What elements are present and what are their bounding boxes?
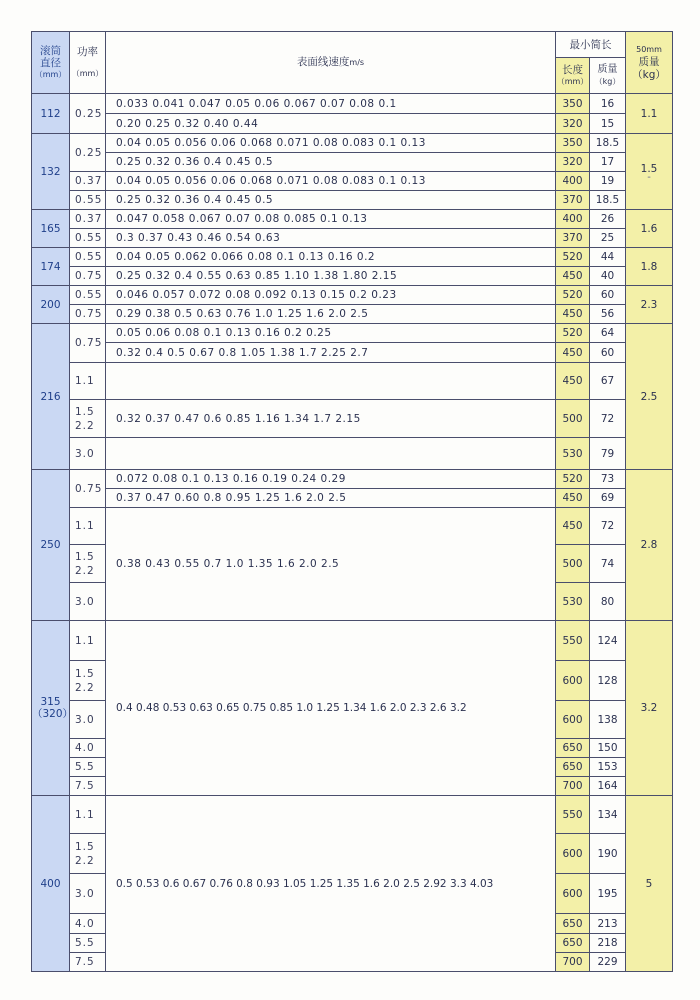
weight50-cell: 2.3 [626, 286, 673, 324]
length-cell: 320 [556, 153, 590, 172]
table-row [32, 94, 673, 114]
header-mass [590, 58, 626, 94]
mass-cell: 153 [590, 758, 626, 777]
speed-cell [106, 363, 556, 400]
speed-cell: 0.38 0.43 0.55 0.7 1.0 1.35 1.6 2.0 2.5 [106, 508, 556, 621]
power-cell: 1.1 [70, 796, 106, 834]
speed-cell: 0.033 0.041 0.047 0.05 0.06 0.067 0.07 0.08 0.1 [106, 94, 556, 114]
length-cell: 500 [556, 400, 590, 438]
header-diameter [32, 32, 70, 94]
mass-cell: 16 [590, 94, 626, 114]
power-value-2: 2.2 [75, 419, 95, 432]
length-cell: 650 [556, 914, 590, 934]
length-cell: 370 [556, 229, 590, 248]
header-power [70, 32, 106, 94]
length-cell: 450 [556, 363, 590, 400]
power-value-2: 2.2 [75, 681, 95, 694]
length-cell: 600 [556, 701, 590, 739]
length-cell: 350 [556, 94, 590, 114]
table-row [32, 229, 673, 248]
table-row [32, 267, 673, 286]
mass-cell: 229 [590, 953, 626, 972]
weight50-value: 1.5 [640, 162, 658, 175]
power-cell [70, 661, 106, 701]
power-cell: 0.25 [70, 94, 106, 134]
header-length [556, 58, 590, 94]
power-cell: 1.1 [70, 363, 106, 400]
diameter-cell [32, 621, 74, 796]
length-cell: 400 [556, 210, 590, 229]
length-cell: 500 [556, 545, 590, 583]
header-weight50 [626, 32, 673, 94]
mass-cell: 60 [590, 343, 626, 363]
header-diameter-unit: （mm） [34, 69, 67, 79]
mass-cell: 64 [590, 324, 626, 343]
table-row [32, 363, 673, 400]
power-cell: 0.75 [70, 324, 106, 363]
length-cell: 700 [556, 777, 590, 796]
power-cell: 5.5 [70, 758, 106, 777]
length-cell: 450 [556, 508, 590, 545]
mass-cell: 19 [590, 172, 626, 191]
speed-cell: 0.3 0.37 0.43 0.46 0.54 0.63 [106, 229, 556, 248]
speed-cell: 0.32 0.37 0.47 0.6 0.85 1.16 1.34 1.7 2.15 [106, 400, 556, 438]
table-row [32, 400, 673, 438]
mass-cell: 164 [590, 777, 626, 796]
table-row [32, 191, 673, 210]
table-row [32, 470, 673, 489]
length-cell: 520 [556, 248, 590, 267]
power-cell: 0.75 [70, 267, 106, 286]
diameter-cell: 216 [32, 324, 70, 470]
mass-cell: 72 [590, 508, 626, 545]
mass-cell: 18.5 [590, 191, 626, 210]
mass-cell: 26 [590, 210, 626, 229]
power-cell: 3.0 [70, 874, 106, 914]
header-speed [106, 32, 556, 94]
header-diameter-line2: 直径 [40, 56, 61, 69]
power-value: 1.5 [75, 667, 95, 680]
diameter-cell: 165 [32, 210, 70, 248]
mass-cell: 79 [590, 438, 626, 470]
mass-cell: 56 [590, 305, 626, 324]
mass-cell: 218 [590, 934, 626, 953]
mass-cell: 18.5 [590, 134, 626, 153]
power-cell: 3.0 [70, 438, 106, 470]
power-value: 1.5 [75, 405, 95, 418]
length-cell: 450 [556, 305, 590, 324]
mass-cell: 213 [590, 914, 626, 934]
speed-cell: 0.072 0.08 0.1 0.13 0.16 0.19 0.24 0.29 [106, 470, 556, 489]
power-cell [70, 545, 106, 583]
power-cell: 4.0 [70, 914, 106, 934]
header-mass-unit: （kg） [594, 76, 621, 86]
length-cell: 450 [556, 343, 590, 363]
length-cell: 370 [556, 191, 590, 210]
table-row [32, 438, 673, 470]
mass-cell: 190 [590, 834, 626, 874]
length-cell: 700 [556, 953, 590, 972]
speed-cell: 0.25 0.32 0.4 0.55 0.63 0.85 1.10 1.38 1.80 2.15 [106, 267, 556, 286]
table-row [32, 343, 673, 363]
table-row [32, 114, 673, 134]
speed-cell: 0.29 0.38 0.5 0.63 0.76 1.0 1.25 1.6 2.0 2.5 [106, 305, 556, 324]
power-cell: 0.37 [70, 210, 106, 229]
power-cell: 1.1 [70, 621, 106, 661]
table-row [32, 248, 673, 267]
weight50-cell: 2.5 [626, 324, 673, 470]
weight50-cell: 2.8 [626, 470, 673, 621]
speed-cell [106, 438, 556, 470]
speed-cell: 0.04 0.05 0.056 0.06 0.068 0.071 0.08 0.083 0.1 0.13 [106, 134, 556, 153]
header-weight50-line2: 质量 [638, 56, 660, 68]
power-value-2: 2.2 [75, 564, 95, 577]
length-cell: 650 [556, 739, 590, 758]
length-cell: 550 [556, 796, 590, 834]
power-cell: 0.55 [70, 248, 106, 267]
header-mass-label: 质量 [597, 63, 618, 75]
table-row [32, 172, 673, 191]
header-length-unit: （mm） [556, 76, 589, 86]
length-cell: 600 [556, 874, 590, 914]
mass-cell: 128 [590, 661, 626, 701]
header-diameter-line1: 滚筒 [40, 44, 61, 57]
mass-cell: 80 [590, 583, 626, 621]
diameter-cell: 174 [32, 248, 70, 286]
power-cell: 0.55 [70, 229, 106, 248]
header-weight50-line1: 50mm [636, 45, 662, 54]
power-cell [70, 400, 106, 438]
speed-cell: 0.04 0.05 0.056 0.06 0.068 0.071 0.08 0.083 0.1 0.13 [106, 172, 556, 191]
mass-cell: 150 [590, 739, 626, 758]
diameter-cell: 132 [32, 134, 70, 210]
length-cell: 650 [556, 758, 590, 777]
speed-cell: 0.25 0.32 0.36 0.4 0.45 0.5 [106, 191, 556, 210]
table-row [32, 324, 673, 343]
speed-cell: 0.04 0.05 0.062 0.066 0.08 0.1 0.13 0.16 0.2 [106, 248, 556, 267]
mass-cell: 195 [590, 874, 626, 914]
header-row [32, 32, 673, 58]
power-cell [70, 834, 106, 874]
table-row [32, 508, 673, 545]
table-row [32, 621, 673, 661]
header-power-unit: （mm） [71, 68, 104, 78]
power-cell: 3.0 [70, 701, 106, 739]
length-cell: 530 [556, 583, 590, 621]
mass-cell: 73 [590, 470, 626, 489]
length-cell: 520 [556, 324, 590, 343]
table-row [32, 210, 673, 229]
power-cell: 7.5 [70, 953, 106, 972]
speed-cell: 0.20 0.25 0.32 0.40 0.44 [106, 114, 556, 134]
header-weight50-unit: （kg） [632, 69, 666, 81]
power-cell: 3.0 [70, 583, 106, 621]
length-cell: 600 [556, 661, 590, 701]
speed-cell: 0.4 0.48 0.53 0.63 0.65 0.75 0.85 1.0 1.25 1.34 1.6 2.0 2.3 2.6 3.2 [106, 621, 556, 796]
mass-cell: 40 [590, 267, 626, 286]
length-cell: 530 [556, 438, 590, 470]
weight50-cell: 1.1 [626, 94, 673, 134]
mass-cell: 134 [590, 796, 626, 834]
length-cell: 450 [556, 489, 590, 508]
power-cell: 0.25 [70, 134, 106, 172]
mass-cell: 15 [590, 114, 626, 134]
power-cell: 0.55 [70, 191, 106, 210]
speed-cell: 0.047 0.058 0.067 0.07 0.08 0.085 0.1 0.13 [106, 210, 556, 229]
speed-cell: 0.25 0.32 0.36 0.4 0.45 0.5 [106, 153, 556, 172]
speed-cell: 0.37 0.47 0.60 0.8 0.95 1.25 1.6 2.0 2.5 [106, 489, 556, 508]
table-row [32, 134, 673, 153]
length-cell: 400 [556, 172, 590, 191]
length-cell: 320 [556, 114, 590, 134]
mass-cell: 138 [590, 701, 626, 739]
weight50-cell [626, 134, 673, 210]
length-cell: 550 [556, 621, 590, 661]
speed-cell: 0.32 0.4 0.5 0.67 0.8 1.05 1.38 1.7 2.25 2.7 [106, 343, 556, 363]
speed-cell: 0.5 0.53 0.6 0.67 0.76 0.8 0.93 1.05 1.25 1.35 1.6 2.0 2.5 2.92 3.3 4.03 [106, 796, 556, 972]
power-cell: 1.1 [70, 508, 106, 545]
mass-cell: 67 [590, 363, 626, 400]
weight50-cell: 1.8 [626, 248, 673, 286]
power-cell: 5.5 [70, 934, 106, 953]
length-cell: 520 [556, 470, 590, 489]
length-cell: 450 [556, 267, 590, 286]
table-row [32, 286, 673, 305]
mass-cell: 25 [590, 229, 626, 248]
power-cell: 0.37 [70, 172, 106, 191]
mass-cell: 44 [590, 248, 626, 267]
mass-cell: 124 [590, 621, 626, 661]
header-length-label: 长度 [562, 63, 583, 76]
diameter-cell: 112 [32, 94, 70, 134]
diameter-cell: 200 [32, 286, 70, 324]
power-cell: 0.75 [70, 470, 106, 508]
header-speed-label: 表面线速度 [296, 56, 350, 68]
diameter-cell: 400 [32, 796, 70, 972]
dash-mark: - [647, 171, 651, 183]
length-cell: 350 [556, 134, 590, 153]
speed-cell: 0.046 0.057 0.072 0.08 0.092 0.13 0.15 0.2 0.23 [106, 286, 556, 305]
diameter-cell: 250 [32, 470, 70, 621]
table-row [32, 489, 673, 508]
speed-cell: 0.05 0.06 0.08 0.1 0.13 0.16 0.2 0.25 [106, 324, 556, 343]
weight50-cell: 3.2 [626, 621, 673, 796]
power-cell: 0.55 [70, 286, 106, 305]
power-cell: 0.75 [70, 305, 106, 324]
length-cell: 600 [556, 834, 590, 874]
weight50-cell: 1.6 [626, 210, 673, 248]
power-value: 1.5 [75, 840, 95, 853]
diameter-value: 315 [40, 696, 61, 708]
length-cell: 650 [556, 934, 590, 953]
weight50-cell: 5 [626, 796, 673, 972]
power-cell: 7.5 [70, 777, 106, 796]
power-value-2: 2.2 [75, 854, 95, 867]
table-row [32, 796, 673, 834]
header-power-label: 功率 [77, 45, 98, 58]
power-value: 1.5 [75, 550, 95, 563]
diameter-value-alt: （320） [32, 708, 74, 720]
mass-cell: 60 [590, 286, 626, 305]
header-speed-unit: m/s [349, 58, 365, 67]
mass-cell: 72 [590, 400, 626, 438]
mass-cell: 17 [590, 153, 626, 172]
header-min-length: 最小简长 [556, 32, 626, 58]
table-row [32, 153, 673, 172]
length-cell: 520 [556, 286, 590, 305]
power-cell: 4.0 [70, 739, 106, 758]
mass-cell: 69 [590, 489, 626, 508]
mass-cell: 74 [590, 545, 626, 583]
table-row [32, 305, 673, 324]
drum-spec-table [31, 31, 673, 972]
